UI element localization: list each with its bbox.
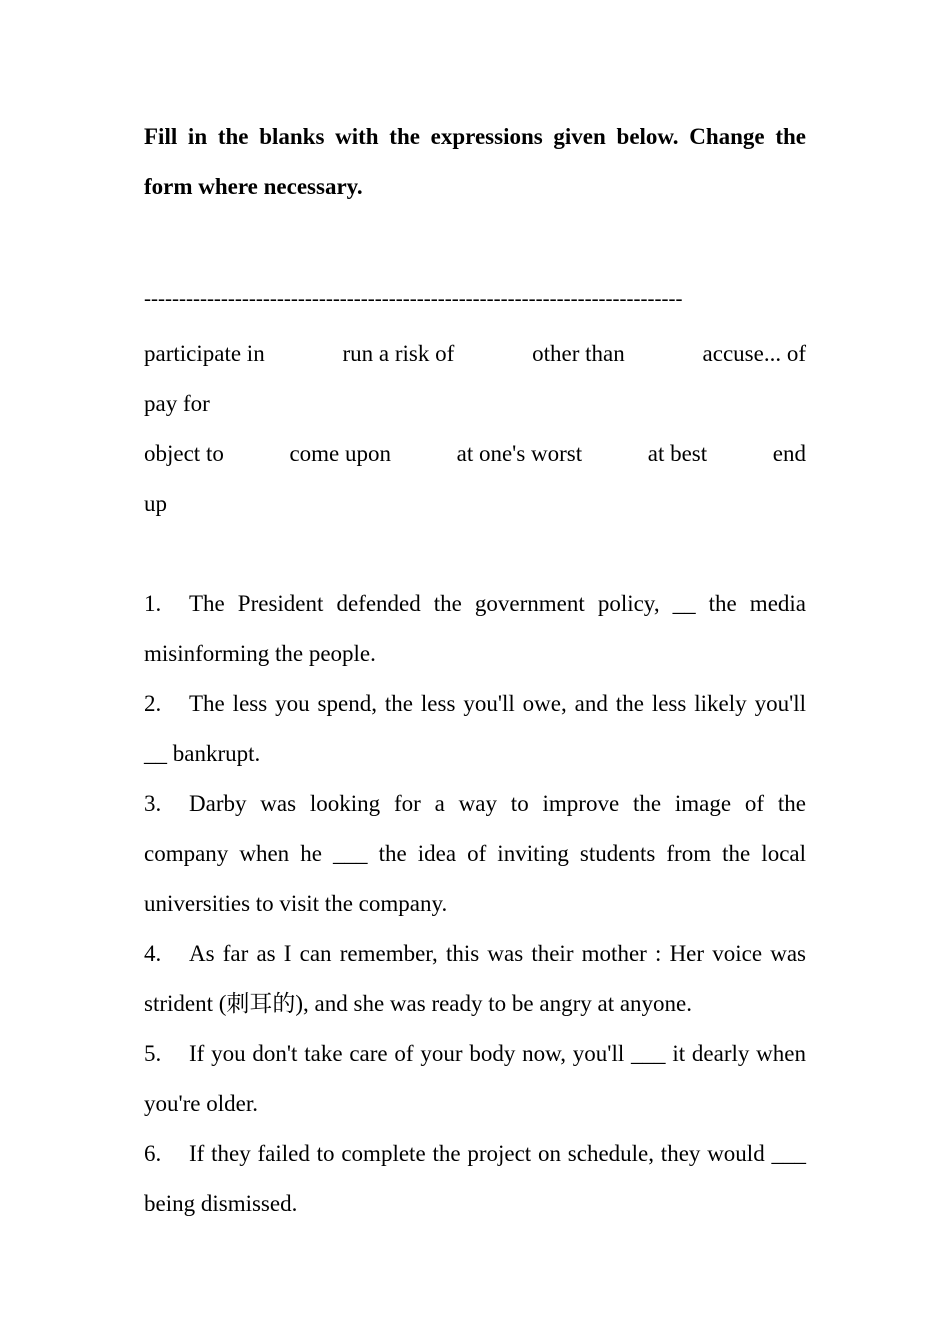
question-number: 4. [144,941,162,966]
question-number: 6. [144,1141,162,1166]
word-bank-item: up [144,491,167,516]
word-bank-item: end [772,441,806,466]
question-text: If they failed to complete the project on schedule, they would ___ being dismissed. [144,1141,806,1216]
word-bank-item: at best [647,441,708,466]
question-text: As far as I can remember, this was their mother : Her voice was strident (刺耳的), and she was ready to be angry at anyone. [144,941,806,1016]
question-item [144,779,806,929]
question-item [144,579,806,679]
divider: ----------------------------------------------------------------------------- [144,286,683,310]
document-page [144,112,806,1229]
question-item [144,929,806,1029]
question-text: The less you spend, the less you'll owe, and the less likely you'll __ bankrupt. [144,691,806,766]
question-number: 2. [144,691,162,716]
word-bank-item: accuse... of [702,341,806,366]
question-text: If you don't take care of your body now, you'll ___ it dearly when you're older. [144,1041,806,1116]
word-bank-item: pay for [144,391,210,416]
question-item [144,1029,806,1129]
question-number: 3. [144,791,162,816]
question-number: 1. [144,591,162,616]
word-bank-item: participate in [144,341,265,366]
word-bank-item: other than [532,341,625,366]
instruction-heading: Fill in the blanks with the expressions given below. Change the form where necessary. [144,124,806,199]
spacer [144,529,806,579]
question-list [144,579,806,1229]
word-bank [144,329,806,529]
word-bank-item: come upon [289,441,392,466]
question-text: The President defended the government policy, __ the media misinforming the people. [144,591,806,666]
word-bank-item: object to [144,441,224,466]
word-bank-item: at one's worst [456,441,583,466]
word-bank-row-1 [144,329,806,379]
question-number: 5. [144,1041,162,1066]
word-bank-item: run a risk of [342,341,455,366]
question-text: Darby was looking for a way to improve the image of the company when he ___ the idea of inviting students from the local universities to visit the company. [144,791,806,916]
question-item [144,679,806,779]
question-item [144,1129,806,1229]
word-bank-row-2 [144,429,806,479]
